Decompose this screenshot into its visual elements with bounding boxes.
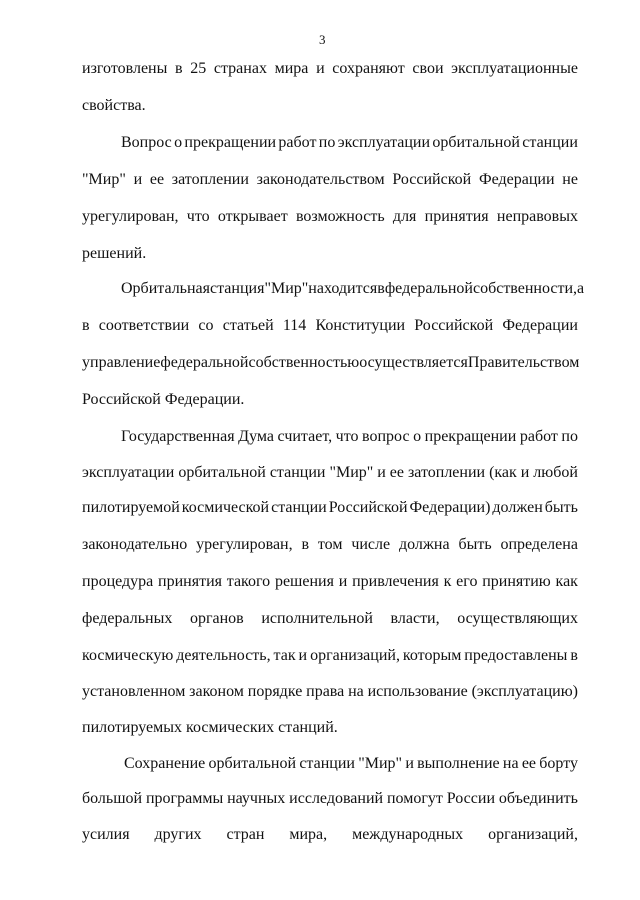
- word: такого: [226, 573, 271, 590]
- word: в: [82, 317, 90, 334]
- word: решения: [274, 573, 334, 590]
- word: других: [154, 826, 202, 843]
- word: пилотируемой: [82, 499, 180, 516]
- word: (эксплуатацию): [471, 683, 578, 700]
- word: федеральной: [384, 280, 473, 297]
- word: эксплуатации: [337, 134, 431, 151]
- word: 114: [282, 317, 307, 334]
- word: и: [520, 464, 530, 481]
- word: работ: [519, 428, 558, 445]
- word: исследований: [289, 790, 384, 807]
- word: числе: [351, 536, 391, 553]
- word: Федерации: [478, 171, 555, 188]
- word: считает,: [277, 428, 333, 445]
- word: любой: [533, 464, 578, 481]
- word: исполнительной: [261, 610, 373, 627]
- word: законодательно: [82, 536, 188, 553]
- word: так: [273, 647, 296, 664]
- word: на: [348, 683, 364, 700]
- word: на: [502, 755, 519, 772]
- word: привлечения: [352, 573, 439, 590]
- word: для: [392, 208, 417, 225]
- word: объединить: [498, 790, 578, 807]
- text-line: [82, 207, 578, 227]
- word: Российской: [328, 499, 408, 516]
- word: ее: [521, 755, 537, 772]
- word: порядке: [247, 683, 303, 700]
- text-line: [82, 170, 578, 190]
- text-line: [82, 316, 578, 336]
- word: решений.: [82, 245, 147, 262]
- word: федеральной: [160, 354, 249, 371]
- word: как: [555, 573, 578, 590]
- word: находится: [308, 280, 378, 297]
- word: со: [198, 317, 214, 334]
- word: быть: [544, 499, 578, 516]
- word: Вопрос: [121, 134, 172, 151]
- word: предоставлены: [464, 647, 568, 664]
- word: прекращении: [184, 134, 277, 151]
- text-line: [121, 279, 585, 299]
- word: должна: [398, 536, 450, 553]
- word: орбитальной: [432, 134, 520, 151]
- text-line: [121, 427, 578, 447]
- word: свои: [412, 60, 444, 77]
- text-line: [124, 754, 578, 774]
- word: международных: [352, 826, 464, 843]
- word: организаций,: [310, 647, 400, 664]
- word: и: [316, 60, 325, 77]
- word: быть: [458, 536, 492, 553]
- word: Российской: [414, 317, 494, 334]
- word: собственности,: [472, 280, 578, 297]
- word: большой: [82, 790, 143, 807]
- word: и: [405, 755, 414, 772]
- word: затоплении: [171, 171, 249, 188]
- word: процедура: [82, 573, 154, 590]
- word: сохраняют: [332, 60, 405, 77]
- word: осуществляется: [359, 354, 468, 371]
- word: станций.: [278, 719, 338, 736]
- word: урегулирован,: [196, 536, 293, 553]
- text-line: [82, 825, 578, 845]
- word: орбитальной: [178, 464, 266, 481]
- word: его: [456, 573, 478, 590]
- word: что: [335, 428, 359, 445]
- word: органов: [189, 610, 244, 627]
- word: свойства.: [82, 97, 146, 114]
- word: космическую: [82, 647, 174, 664]
- word: в: [175, 60, 183, 77]
- word: пилотируемых: [82, 719, 183, 736]
- text-line: [82, 59, 578, 79]
- word: к: [443, 573, 452, 590]
- word: орбитальной: [208, 755, 297, 772]
- word: Сохранение: [124, 755, 206, 772]
- word: Федерации: [502, 317, 578, 334]
- word: законодательством: [256, 171, 385, 188]
- word: которым: [402, 647, 462, 664]
- word: станция: [210, 280, 265, 297]
- word: Российской: [392, 171, 472, 188]
- text-line: [82, 498, 578, 518]
- word: "Мир": [329, 464, 374, 481]
- word: Федерации): [409, 499, 491, 516]
- word: ее: [389, 464, 404, 481]
- word: Федерации.: [164, 391, 245, 408]
- word: Российской: [82, 391, 161, 408]
- word: о: [413, 428, 422, 445]
- word: мира: [274, 60, 309, 77]
- text-line: [82, 390, 578, 410]
- word: вопрос: [362, 428, 410, 445]
- word: борту: [539, 755, 578, 772]
- word: власти,: [390, 610, 440, 627]
- word: станции: [522, 134, 578, 151]
- word: выполнение: [417, 755, 500, 772]
- word: Конституции: [315, 317, 406, 334]
- word: "Мир": [264, 280, 309, 297]
- word: по: [318, 134, 336, 151]
- word: организаций,: [488, 826, 578, 843]
- word: осуществляющих: [457, 610, 578, 627]
- word: работ: [278, 134, 317, 151]
- page-number: 3: [319, 32, 326, 47]
- word: использование: [367, 683, 468, 700]
- word: Правительством: [467, 354, 580, 371]
- text-line: [82, 646, 578, 666]
- word: станции: [271, 499, 327, 516]
- word: установленном: [82, 683, 186, 700]
- word: станции: [299, 755, 355, 772]
- word: помогут: [386, 790, 443, 807]
- word: "Мир": [358, 755, 403, 772]
- word: России: [446, 790, 496, 807]
- word: мира,: [289, 826, 328, 843]
- word: стран: [226, 826, 265, 843]
- text-line: [82, 353, 578, 373]
- word: ее: [149, 171, 165, 188]
- word: Государственная: [121, 428, 235, 445]
- word: (как: [489, 464, 517, 481]
- word: федеральных: [82, 610, 173, 627]
- word: Орбитальная: [121, 280, 210, 297]
- word: странах: [213, 60, 267, 77]
- word: космической: [181, 499, 270, 516]
- word: прекращении: [424, 428, 517, 445]
- word: затоплении: [407, 464, 486, 481]
- word: возможность: [295, 208, 385, 225]
- word: деятельность,: [176, 647, 271, 664]
- word: усилия: [82, 826, 130, 843]
- word: управление: [82, 354, 161, 371]
- word: и: [377, 464, 386, 481]
- word: и: [298, 647, 308, 664]
- text-line: [82, 244, 578, 264]
- word: должен: [492, 499, 543, 516]
- word: программы: [145, 790, 224, 807]
- word: права: [306, 683, 345, 700]
- word: изготовлены: [82, 60, 168, 77]
- word: в: [570, 647, 578, 664]
- text-line: [82, 609, 578, 629]
- text-line: [82, 789, 578, 809]
- word: что: [186, 208, 210, 225]
- word: собственностью: [248, 354, 360, 371]
- text-line: [121, 133, 578, 153]
- word: принятия: [424, 208, 489, 225]
- text-line: [82, 718, 578, 738]
- word: в: [377, 280, 385, 297]
- word: научных: [227, 790, 286, 807]
- word: "Мир": [82, 171, 126, 188]
- word: определена: [500, 536, 578, 553]
- word: по: [561, 428, 578, 445]
- word: не: [562, 171, 578, 188]
- word: станции: [269, 464, 326, 481]
- word: космических: [186, 719, 275, 736]
- word: 25: [190, 60, 207, 77]
- word: Дума: [238, 428, 274, 445]
- word: законом: [189, 683, 244, 700]
- word: соответствии: [98, 317, 190, 334]
- text-line: [82, 535, 578, 555]
- text-line: [82, 463, 578, 483]
- word: эксплуатационные: [451, 60, 578, 77]
- text-line: [82, 572, 578, 592]
- word: эксплуатации: [82, 464, 175, 481]
- word: и: [133, 171, 143, 188]
- word: открывает: [217, 208, 288, 225]
- word: о: [174, 134, 183, 151]
- word: а: [577, 280, 585, 297]
- word: том: [317, 536, 343, 553]
- word: урегулирован,: [82, 208, 179, 225]
- text-line: [82, 96, 578, 116]
- word: неправовых: [496, 208, 578, 225]
- word: статьей: [222, 317, 274, 334]
- text-line: [82, 682, 578, 702]
- word: в: [301, 536, 310, 553]
- word: принятия: [158, 573, 222, 590]
- word: и: [338, 573, 348, 590]
- word: принятию: [482, 573, 551, 590]
